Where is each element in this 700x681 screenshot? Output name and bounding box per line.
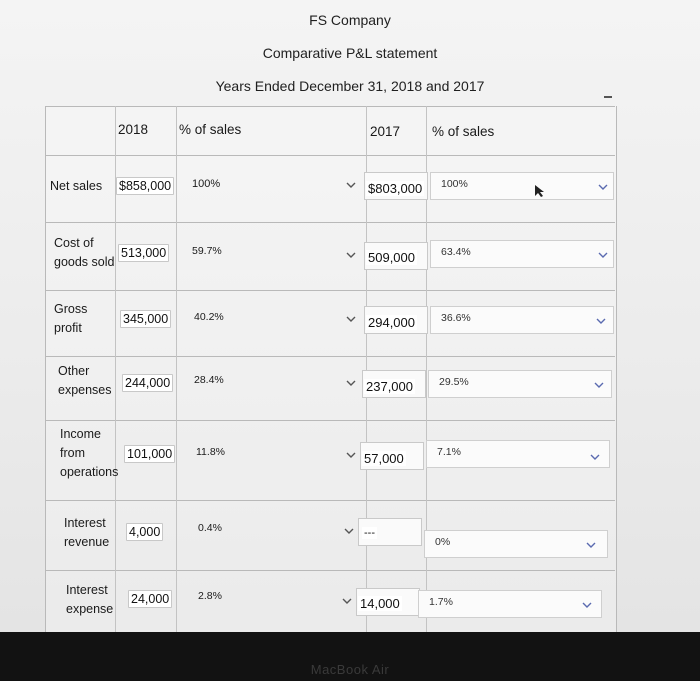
interest-revenue-2018-value[interactable]: 4,000 <box>126 523 163 541</box>
laptop-brand: MacBook Air <box>310 662 390 677</box>
chevron-down-icon[interactable] <box>342 596 352 606</box>
interest-revenue-2018-pct: 0.4% <box>198 522 222 534</box>
row-divider <box>45 500 615 501</box>
income-ops-2017-pct-dropdown[interactable]: 7.1% <box>426 440 610 468</box>
other-expenses-2018-pct: 28.4% <box>194 374 224 386</box>
row-label-gross-profit: Gross profit <box>54 302 88 335</box>
interest-expense-2018-pct: 2.8% <box>198 590 222 602</box>
company-name: FS Company <box>309 12 391 28</box>
gross-profit-2018-pct: 40.2% <box>194 311 224 323</box>
chevron-down-icon[interactable] <box>590 452 600 462</box>
statement-period: Years Ended December 31, 2018 and 2017 <box>215 78 485 94</box>
gross-profit-2017-value: 294,000 <box>368 315 415 330</box>
gross-profit-2017-pct-dropdown[interactable]: 36.6% <box>430 306 614 334</box>
chevron-down-icon[interactable] <box>596 316 606 326</box>
chevron-down-icon[interactable] <box>594 380 604 390</box>
other-expenses-2017-value: 237,000 <box>366 379 413 394</box>
other-expenses-2018-value[interactable]: 244,000 <box>122 374 173 392</box>
cogs-2017-pct-dropdown[interactable]: 63.4% <box>430 240 614 268</box>
chevron-down-icon[interactable] <box>582 600 592 610</box>
chevron-down-icon[interactable] <box>346 180 356 190</box>
row-label-cost-of-goods-sold: Cost of goods sold <box>54 236 115 269</box>
divider-mark <box>604 96 612 98</box>
col-header-2018: 2018 <box>118 122 149 137</box>
interest-expense-2017-pct-dropdown[interactable]: 1.7% <box>418 590 602 618</box>
statement-title: Comparative P&L statement <box>262 45 438 61</box>
row-divider <box>45 420 615 421</box>
cogs-2017-value: 509,000 <box>368 250 415 265</box>
chevron-down-icon[interactable] <box>598 250 608 260</box>
income-ops-2018-pct: 11.8% <box>196 446 225 458</box>
chevron-down-icon[interactable] <box>346 250 356 260</box>
row-divider <box>45 290 615 291</box>
mouse-cursor-icon <box>534 184 546 203</box>
income-ops-2017-value: 57,000 <box>364 451 404 466</box>
col-header-pct-2017: % of sales <box>432 124 495 139</box>
interest-revenue-2017-value: --- <box>364 527 375 539</box>
row-divider <box>45 222 615 223</box>
row-label-net-sales: Net sales <box>50 179 103 193</box>
col-header-pct-2018: % of sales <box>179 122 242 137</box>
row-divider <box>45 570 615 571</box>
other-expenses-2017-pct-dropdown[interactable]: 29.5% <box>428 370 612 398</box>
interest-expense-2017-value: 14,000 <box>360 596 400 611</box>
col-divider <box>176 106 177 632</box>
row-divider <box>45 356 615 357</box>
row-label-interest-expense: Interest expense <box>66 583 114 616</box>
chevron-down-icon[interactable] <box>586 540 596 550</box>
row-divider <box>45 106 615 107</box>
chevron-down-icon[interactable] <box>598 182 608 192</box>
chevron-down-icon[interactable] <box>346 314 356 324</box>
chevron-down-icon[interactable] <box>346 450 356 460</box>
chevron-down-icon[interactable] <box>344 526 354 536</box>
cogs-2018-value[interactable]: 513,000 <box>118 244 169 262</box>
net-sales-2018-value[interactable]: $858,000 <box>116 177 174 195</box>
row-label-other-expenses: Other expenses <box>58 364 112 397</box>
net-sales-2018-pct: 100% <box>192 178 221 190</box>
net-sales-2017-pct-dropdown[interactable]: 100% <box>430 172 614 200</box>
row-label-income-from-operations: Income from operations <box>60 427 119 479</box>
gross-profit-2018-value[interactable]: 345,000 <box>120 310 171 328</box>
net-sales-2017-value: $803,000 <box>368 181 423 196</box>
row-divider <box>45 155 615 156</box>
chevron-down-icon[interactable] <box>346 378 356 388</box>
income-ops-2018-value[interactable]: 101,000 <box>124 445 175 463</box>
col-header-2017: 2017 <box>370 124 401 139</box>
interest-expense-2018-value[interactable]: 24,000 <box>128 590 172 608</box>
cogs-2018-pct: 59.7% <box>192 245 222 257</box>
interest-revenue-2017-pct-dropdown[interactable]: 0% <box>424 530 608 558</box>
row-label-interest-revenue: Interest revenue <box>64 516 110 549</box>
